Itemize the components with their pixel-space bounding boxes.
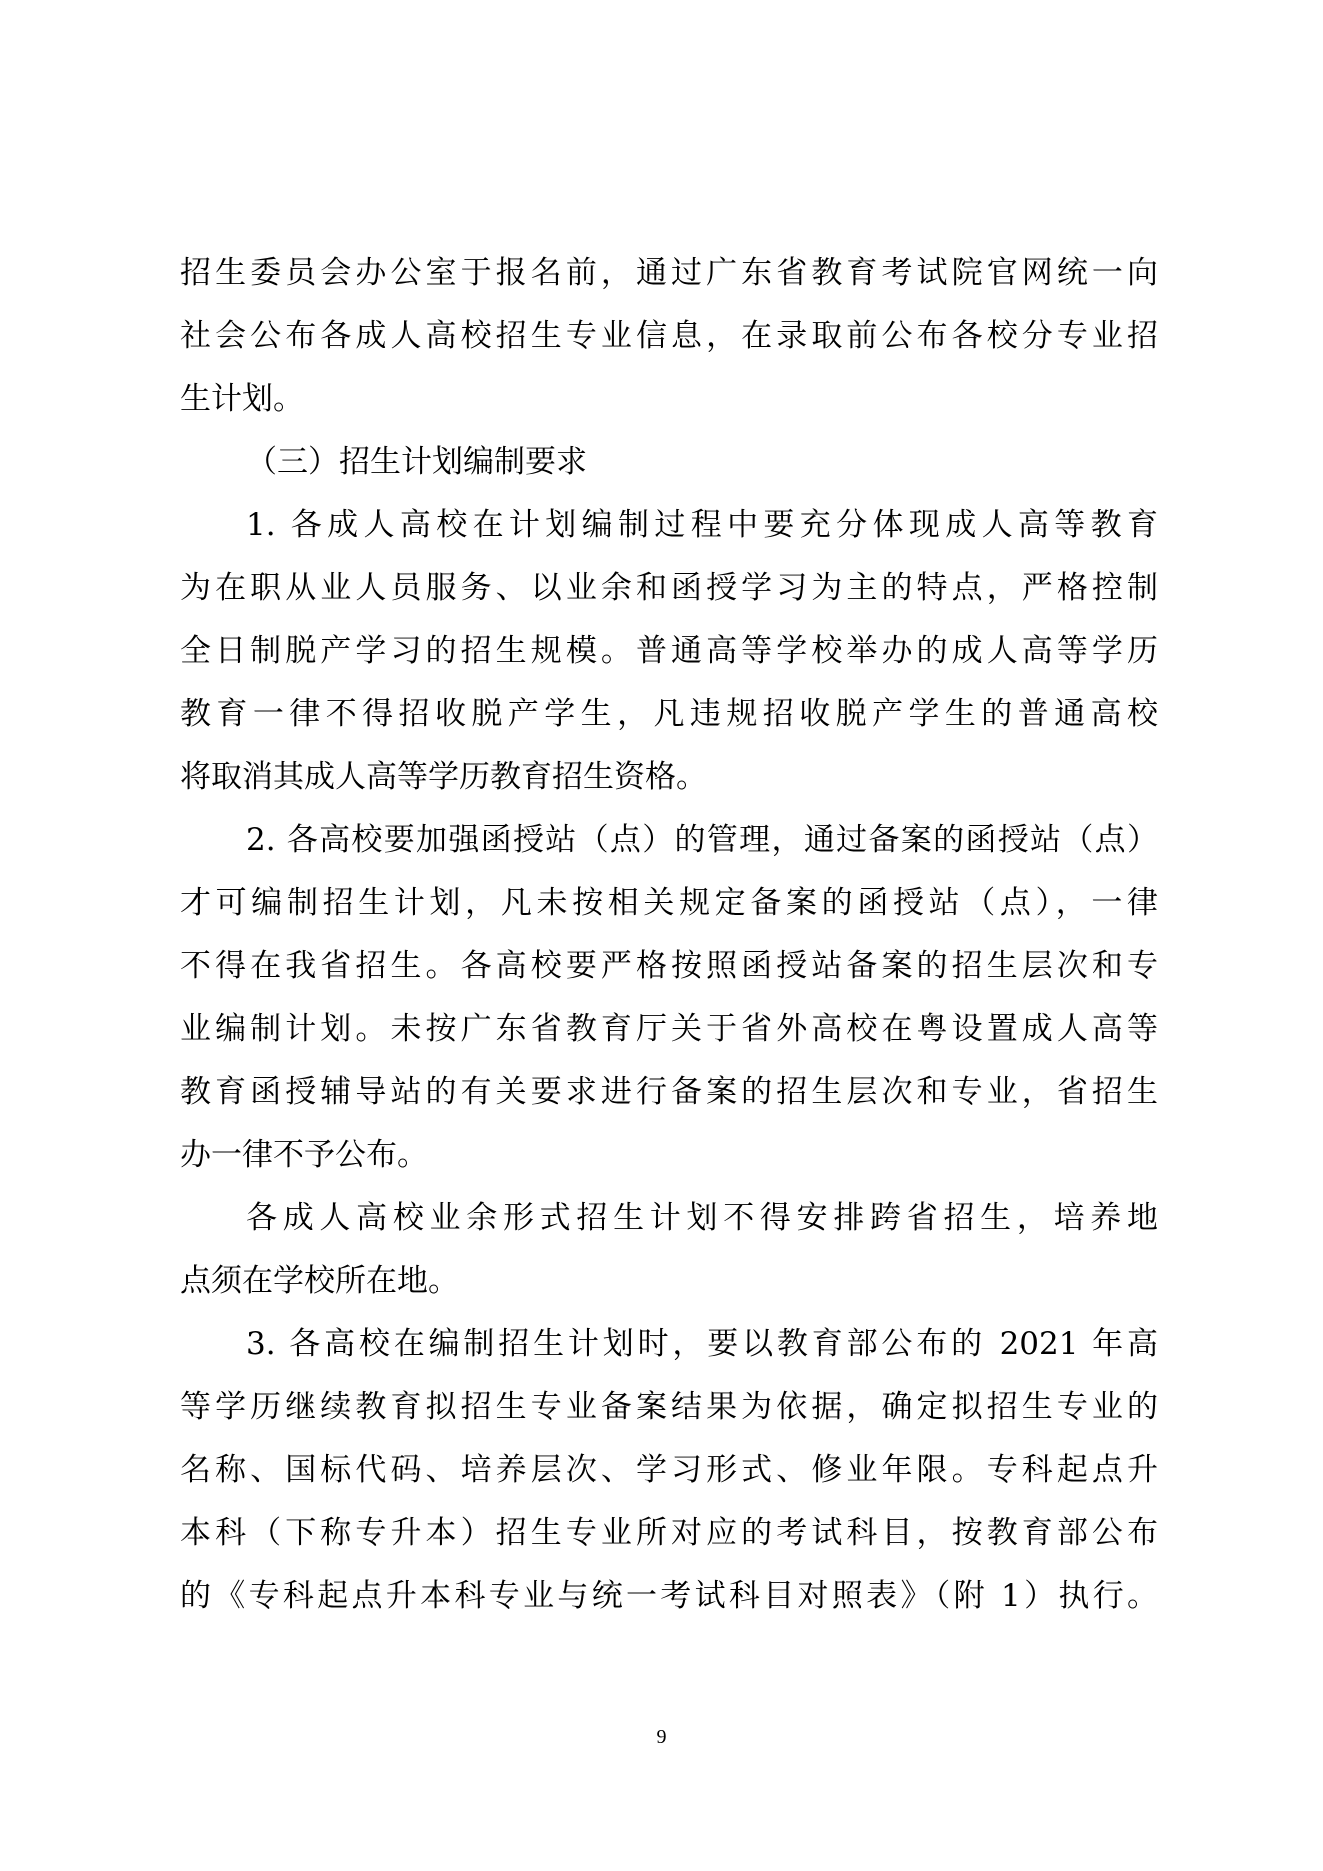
paragraph-line: 1. 各成人高校在计划编制过程中要充分体现成人高等教育 (246, 507, 1158, 543)
paragraph-line: 为在职从业人员服务、以业余和函授学习为主的特点，严格控制 (180, 570, 1158, 606)
paragraph-line: 各成人高校业余形式招生计划不得安排跨省招生，培养地 (246, 1200, 1158, 1236)
page-number: 9 (656, 1726, 667, 1748)
paragraph-line: 教育函授辅导站的有关要求进行备案的招生层次和专业，省招生 (180, 1074, 1158, 1110)
paragraph-line: 的《专科起点升本科专业与统一考试科目对照表》（附 1）执行。 (180, 1578, 1158, 1614)
paragraph-line: 才可编制招生计划，凡未按相关规定备案的函授站（点），一律 (180, 885, 1158, 921)
paragraph-line: 点须在学校所在地。 (180, 1263, 459, 1299)
paragraph-line: 社会公布各成人高校招生专业信息，在录取前公布各校分专业招 (180, 318, 1158, 354)
paragraph-line: 名称、国标代码、培养层次、学习形式、修业年限。专科起点升 (180, 1452, 1158, 1488)
paragraph-line: 等学历继续教育拟招生专业备案结果为依据，确定拟招生专业的 (180, 1389, 1158, 1425)
paragraph-line: 生计划。 (180, 381, 304, 417)
paragraph-line: 业编制计划。未按广东省教育厅关于省外高校在粤设置成人高等 (180, 1011, 1158, 1047)
paragraph-line: 教育一律不得招收脱产学生，凡违规招收脱产学生的普通高校 (180, 696, 1158, 732)
section-heading: （三）招生计划编制要求 (246, 444, 587, 480)
paragraph-line: 3. 各高校在编制招生计划时，要以教育部公布的 2021 年高 (246, 1326, 1158, 1362)
paragraph-line: 2. 各高校要加强函授站（点）的管理，通过备案的函授站（点） (246, 822, 1158, 858)
paragraph-line: 将取消其成人高等学历教育招生资格。 (180, 759, 707, 795)
paragraph-line: 本科（下称专升本）招生专业所对应的考试科目，按教育部公布 (180, 1515, 1158, 1551)
paragraph-line: 招生委员会办公室于报名前，通过广东省教育考试院官网统一向 (180, 255, 1158, 291)
paragraph-line: 全日制脱产学习的招生规模。普通高等学校举办的成人高等学历 (180, 633, 1158, 669)
paragraph-line: 办一律不予公布。 (180, 1137, 428, 1173)
paragraph-line: 不得在我省招生。各高校要严格按照函授站备案的招生层次和专 (180, 948, 1158, 984)
